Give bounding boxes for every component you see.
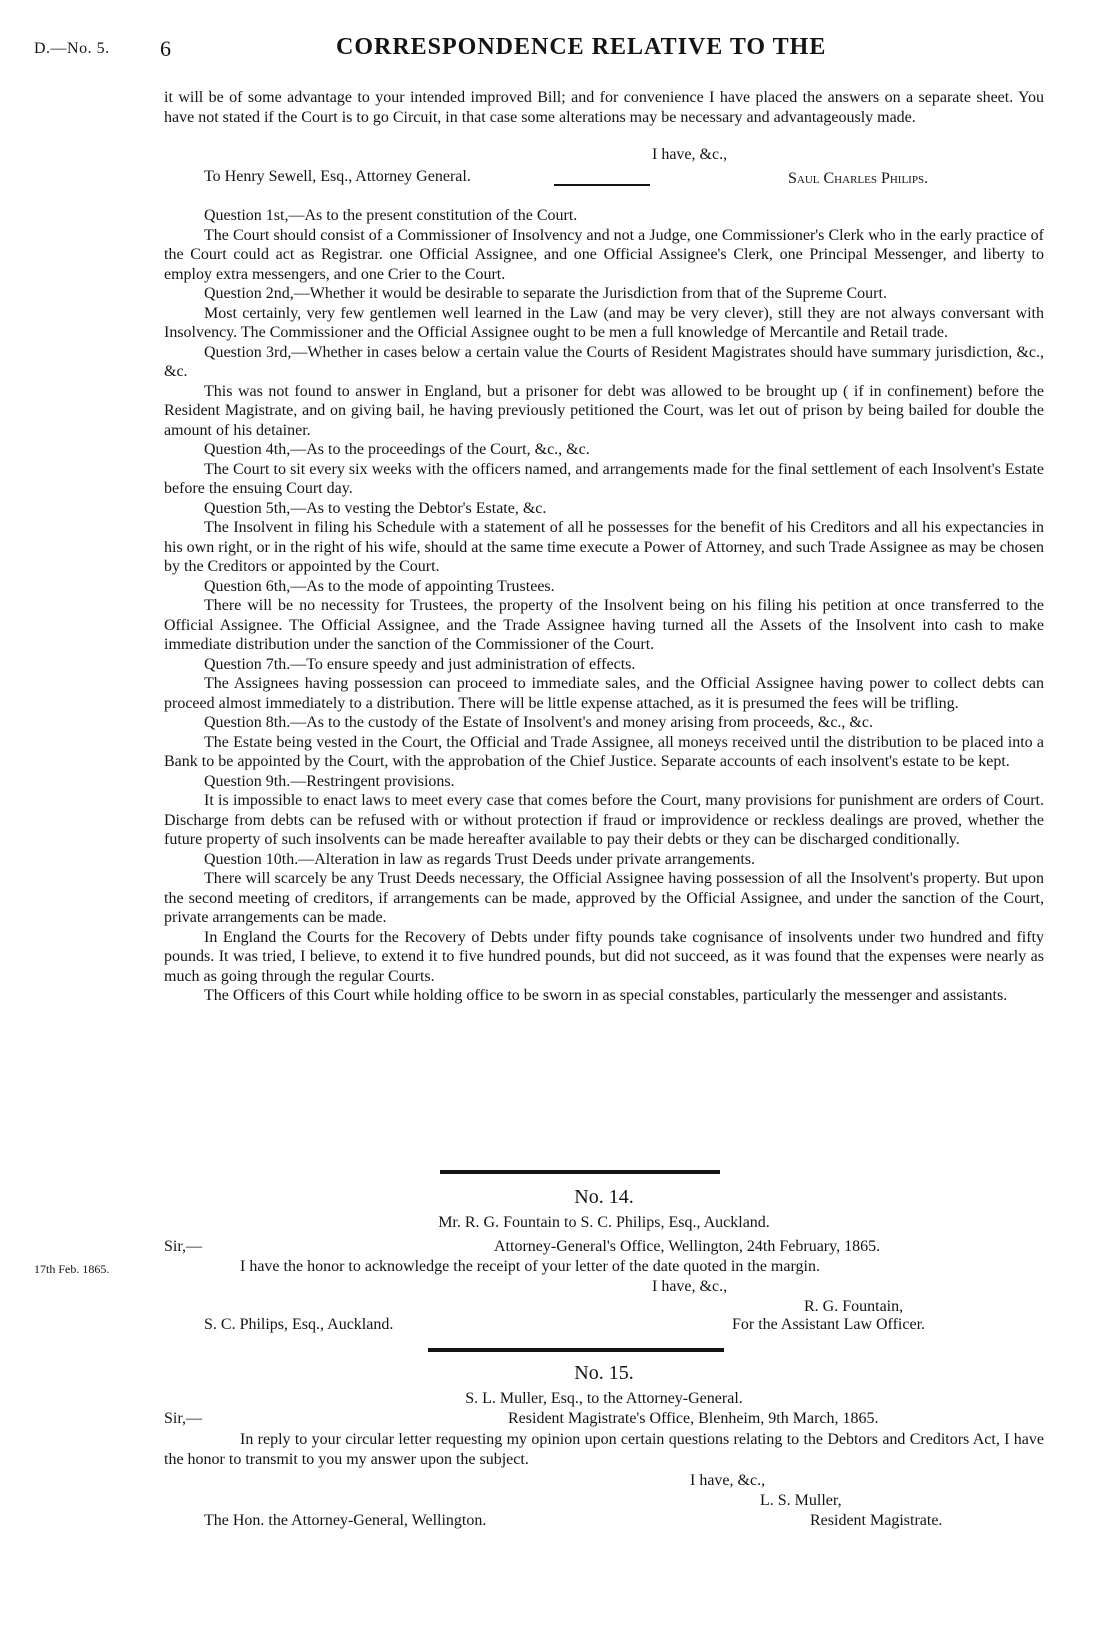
no14-signature-name: R. G. Fountain, (804, 1298, 904, 1315)
no14-closing: I have, &c., (652, 1278, 728, 1295)
no15-signature-title: Resident Magistrate. (810, 1512, 943, 1529)
questions-answers (164, 206, 1044, 1006)
running-title: CORRESPONDENCE RELATIVE TO THE (336, 34, 827, 60)
letter-paragraph: it will be of some advantage to your intended improved Bill; and for convenience I have placed the answers on a separate sheet. You have not stated if the Court is to go Circuit, in that case some alterations may be necessary and advantageously made. (164, 89, 1044, 126)
previous-letter-end (164, 88, 1044, 127)
answer-8: The Estate being vested in the Court, the Official and Trade Assignee, all moneys received until the distribution to be placed into a Bank to be appointed by the Court, with the approbation of the Chief Justice. Separate accounts of each insolvent's estate to be kept. (164, 733, 1044, 770)
page-number: 6 (160, 36, 171, 61)
section-divider (440, 1170, 720, 1174)
no15-signature-name: L. S. Muller, (760, 1492, 842, 1509)
question-6: Question 6th,—As to the mode of appointing Trustees. (204, 577, 555, 595)
no15-address: Resident Magistrate's Office, Blenheim, 9th March, 1865. (508, 1410, 879, 1427)
answer-5: The Insolvent in filing his Schedule with a statement of all he possesses for the benefit of his Creditors and all his expectancies in his own right, or in the right of his wife, should at the same time execute a Power of Attorney, and such Trade Assignee as may be chosen by the Creditors or appointed by the Court. (164, 519, 1044, 575)
section-divider (428, 1348, 724, 1352)
no14-address: Attorney-General's Office, Wellington, 24th February, 1865. (494, 1238, 881, 1255)
no14-signature-title: For the Assistant Law Officer. (732, 1316, 926, 1333)
no14-salutation: Sir,— (164, 1238, 203, 1255)
answer-6: There will be no necessity for Trustees, the property of the Insolvent being on his filing his petition at once transferred to the Official Assignee. The Official Assignee, and the Trade Assignee having turned all the Assets of the Insolvent into cash to make immediate distribution under the sanction of the Commissioner of the Court. (164, 597, 1044, 653)
no14-from-to: Mr. R. G. Fountain to S. C. Philips, Esq., Auckland. (438, 1214, 770, 1231)
closing-i-have: I have, &c., (652, 146, 728, 163)
no15-recipient: The Hon. the Attorney-General, Wellington. (204, 1512, 487, 1529)
heading-no-14: No. 14. (574, 1186, 634, 1208)
no15-body: In reply to your circular letter requesting my opinion upon certain questions relating to the Debtors and Creditors Act, I have the honor to transmit to you my answer upon the subject. (164, 1431, 1044, 1468)
question-8: Question 8th.—As to the custody of the Estate of Insolvent's and money arising from proceeds, &c., &c. (204, 714, 873, 731)
answer-7: The Assignees having possession can proceed to immediate sales, and the Official Assignee having power to collect debts can proceed almost immediately to a distribution. There will be little expense attached, as it is presumed the fees will be trifling. (164, 675, 1044, 712)
answer-4: The Court to sit every six weeks with the officers named, and arrangements made for the final settlement of each Insolvent's Estate before the ensuing Court day. (164, 460, 1044, 497)
answer-9: It is impossible to enact laws to meet every case that comes before the Court, many provisions for punishment are orders of Court. Discharge from debts can be refused with or without protection if fraud or improvidence or reckless dealings are proved, whether the future property of such insolvents can be made hereafter available to pay their debts or they can be discharged conditionally. (164, 792, 1044, 848)
no14-body: I have the honor to acknowledge the receipt of your letter of the date quoted in the margin. (240, 1258, 820, 1275)
heading-no-15: No. 15. (574, 1362, 634, 1384)
answer-10: There will scarcely be any Trust Deeds necessary, the Official Assignee having possession of all the Insolvent's property. But upon the second meeting of creditors, if arrangements can be made, approved by the Official Assignee, and under the sanction of the Court, private arrangements can be made. (164, 870, 1044, 926)
short-divider (554, 184, 650, 186)
paragraph-officers: The Officers of this Court while holding office to be sworn in as special constables, particularly the messenger and assistants. (204, 987, 1008, 1004)
answer-3: This was not found to answer in England, but a prisoner for debt was allowed to be brought up ( if in confinement) before the Resident Magistrate, and on giving bail, he having previously petitioned the Court, was let out of prison by being bailed for double the amount of his detainer. (164, 382, 1044, 439)
margin-date-note: 17th Feb. 1865. (34, 1262, 110, 1276)
answer-2: Most certainly, very few gentlemen well learned in the Law (and may be very clever), still they are not always conversant with Insolvency. The Commissioner and the Official Assignee ought to be men a full knowledge of Mercantile and Retail trade. (164, 304, 1044, 341)
question-1: Question 1st,—As to the present constitution of the Court. (204, 207, 578, 224)
question-2: Question 2nd,—Whether it would be desirable to separate the Jurisdiction from that of the Supreme Court. (204, 285, 887, 302)
question-5: Question 5th,—As to vesting the Debtor's Estate, &c. (204, 499, 547, 517)
paragraph-england: In England the Courts for the Recovery of Debts under fifty pounds take cognisance of insolvents under two hundred and fifty pounds. It was tried, I believe, to extend it to five hundred pounds, but did not succeed, as it was found that the expenses were nearly as much as going through the regular Courts. (164, 928, 1044, 985)
question-9: Question 9th.—Restringent provisions. (204, 772, 455, 790)
letter-recipient: To Henry Sewell, Esq., Attorney General. (204, 168, 471, 185)
no15-salutation: Sir,— (164, 1410, 203, 1427)
no15-from-to: S. L. Muller, Esq., to the Attorney-General. (465, 1390, 743, 1407)
question-3: Question 3rd,—Whether in cases below a certain value the Courts of Resident Magistrates should have summary jurisdiction, &c., &c. (164, 343, 1044, 380)
answer-1: The Court should consist of a Commissioner of Insolvency and not a Judge, one Commissioner's Clerk who in the early practice of the Court could act as Registrar. one Official Assignee, and one Official Assignee's Clerk, one Principal Messenger, and liberty to employ extra messengers, and one Crier to the Court. (164, 226, 1044, 283)
paper-reference: D.—No. 5. (34, 40, 110, 57)
no14-recipient: S. C. Philips, Esq., Auckland. (204, 1316, 394, 1333)
question-7: Question 7th.—To ensure speedy and just administration of effects. (204, 655, 636, 673)
no15-closing: I have, &c., (690, 1472, 766, 1489)
question-10: Question 10th.—Alteration in law as regards Trust Deeds under private arrangements. (204, 850, 755, 868)
question-4: Question 4th,—As to the proceedings of the Court, &c., &c. (204, 441, 590, 458)
letter-signature: Saul Charles Philips. (788, 170, 929, 187)
